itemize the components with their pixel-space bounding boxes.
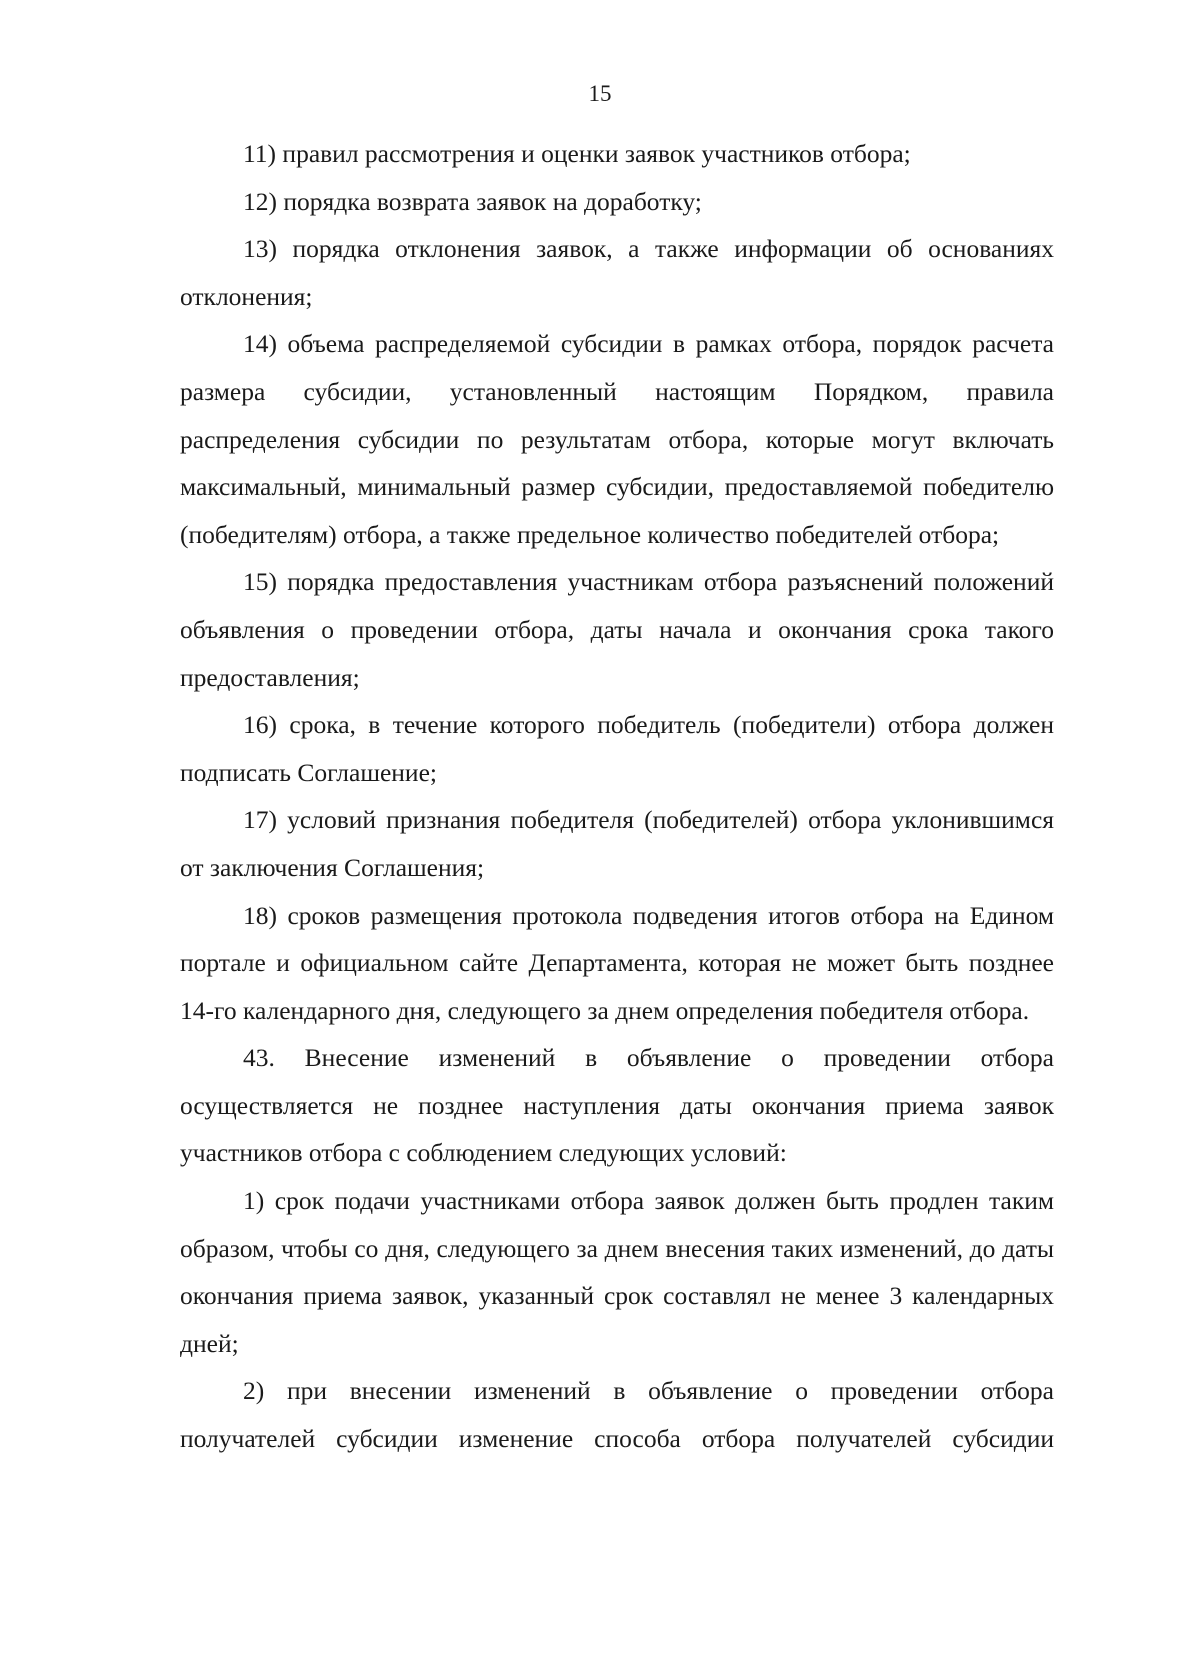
paragraph-item-16: 16) срока, в течение которого победитель (победители) отбора должен подписать Соглашение; [180, 710, 1054, 787]
paragraph-item-11: 11) правил рассмотрения и оценки заявок участников отбора; [243, 139, 911, 168]
paragraph-condition-2: 2) при внесении изменений в объявление о проведении отбора получателей субсидии изменение способа отбора получателей субсидии [180, 1376, 1054, 1454]
paragraph-item-14: 14) объема распределяемой субсидии в рамках отбора, порядок расчета размера субсидии, установленный настоящим Порядком, правила распределения субсидии по результатам отбора, которые могут включать максимальный, минимальный размер субсидии, предоставляемой победителю (победителям) отбора, а также предельное количество победителей отбора; [180, 329, 1054, 549]
paragraph-item-17: 17) условий признания победителя (победителей) отбора уклонившимся от заключения Соглашения; [180, 805, 1054, 882]
paragraph-condition-1: 1) срок подачи участниками отбора заявок должен быть продлен таким образом, чтобы со дня, следующего за днем внесения таких изменений, до даты окончания приема заявок, указанный срок составлял не менее 3 календарных дней; [180, 1186, 1054, 1358]
paragraph-item-12: 12) порядка возврата заявок на доработку; [243, 186, 702, 216]
paragraph-item-13: 13) порядка отклонения заявок, а также информации об основаниях отклонения; [180, 234, 1054, 311]
paragraph-item-15: 15) порядка предоставления участникам отбора разъяснений положений объявления о проведении отбора, даты начала и окончания срока такого предоставления; [180, 567, 1054, 692]
page-number: 15 [588, 81, 612, 106]
paragraph-item-18: 18) сроков размещения протокола подведения итогов отбора на Едином портале и официальном сайте Департамента, которая не может быть позднее 14-го календарного дня, следующего за днем определения победителя отбора. [180, 900, 1054, 1025]
document-body [180, 130, 1054, 1463]
paragraph-section-43: 43. Внесение изменений в объявление о проведении отбора осуществляется не позднее наступления даты окончания приема заявок участников отбора с соблюдением следующих условий: [180, 1043, 1054, 1168]
